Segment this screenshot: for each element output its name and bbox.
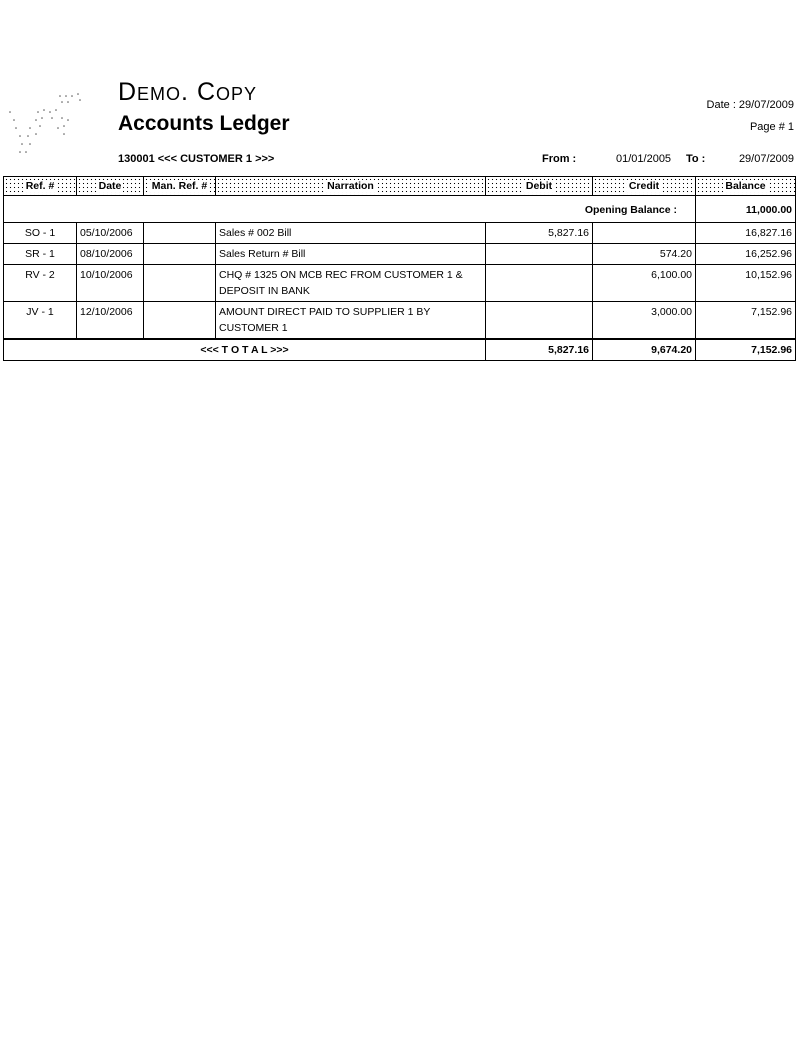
row-narration: Sales Return # Bill xyxy=(216,244,486,265)
row-ref: RV - 2 xyxy=(4,265,77,302)
print-date: Date : 29/07/2009 xyxy=(706,99,794,111)
total-row xyxy=(4,339,796,361)
table-row xyxy=(4,265,796,302)
row-credit: 574.20 xyxy=(593,244,696,265)
to-date: 29/07/2009 xyxy=(738,153,794,165)
row-date: 08/10/2006 xyxy=(77,244,144,265)
row-debit xyxy=(486,265,593,302)
row-balance: 7,152.96 xyxy=(696,302,796,340)
opening-balance-value: 11,000.00 xyxy=(696,196,796,223)
col-balance: Balance xyxy=(696,177,796,196)
col-narration: Narration xyxy=(216,177,486,196)
opening-balance-row xyxy=(4,196,796,223)
row-credit xyxy=(593,223,696,244)
table-header-row xyxy=(4,177,796,196)
row-man-ref xyxy=(144,223,216,244)
col-man-ref: Man. Ref. # xyxy=(144,177,216,196)
row-date: 12/10/2006 xyxy=(77,302,144,340)
opening-balance-label: Opening Balance : xyxy=(4,196,696,223)
row-narration: AMOUNT DIRECT PAID TO SUPPLIER 1 BY CUSTOMER 1 xyxy=(216,302,486,340)
to-label: To : xyxy=(686,153,706,165)
row-debit xyxy=(486,302,593,340)
row-date: 10/10/2006 xyxy=(77,265,144,302)
row-debit: 5,827.16 xyxy=(486,223,593,244)
ledger-table xyxy=(3,176,796,361)
page-number: Page # 1 xyxy=(749,121,794,133)
account-title: 130001 <<< CUSTOMER 1 >>> xyxy=(118,153,275,165)
col-date: Date xyxy=(77,177,144,196)
total-debit: 5,827.16 xyxy=(486,339,593,361)
table-row xyxy=(4,223,796,244)
row-narration: Sales # 002 Bill xyxy=(216,223,486,244)
row-man-ref xyxy=(144,265,216,302)
logo-mark xyxy=(6,88,90,158)
col-ref: Ref. # xyxy=(4,177,77,196)
row-credit: 3,000.00 xyxy=(593,302,696,340)
row-ref: SO - 1 xyxy=(4,223,77,244)
row-balance: 16,252.96 xyxy=(696,244,796,265)
total-label: <<< T O T A L >>> xyxy=(4,339,486,361)
row-credit: 6,100.00 xyxy=(593,265,696,302)
row-ref: JV - 1 xyxy=(4,302,77,340)
row-balance: 16,827.16 xyxy=(696,223,796,244)
from-date: 01/01/2005 xyxy=(616,153,672,165)
table-row xyxy=(4,244,796,265)
total-balance: 7,152.96 xyxy=(696,339,796,361)
col-debit: Debit xyxy=(486,177,593,196)
row-narration: CHQ # 1325 ON MCB REC FROM CUSTOMER 1 & DEPOSIT IN BANK xyxy=(216,265,486,302)
col-credit: Credit xyxy=(593,177,696,196)
from-label: From : xyxy=(542,153,577,165)
company-name: Demo. Copy xyxy=(118,78,258,106)
row-ref: SR - 1 xyxy=(4,244,77,265)
row-man-ref xyxy=(144,302,216,340)
row-man-ref xyxy=(144,244,216,265)
row-balance: 10,152.96 xyxy=(696,265,796,302)
report-title: Accounts Ledger xyxy=(118,112,290,135)
row-debit xyxy=(486,244,593,265)
row-date: 05/10/2006 xyxy=(77,223,144,244)
table-row xyxy=(4,302,796,340)
total-credit: 9,674.20 xyxy=(593,339,696,361)
